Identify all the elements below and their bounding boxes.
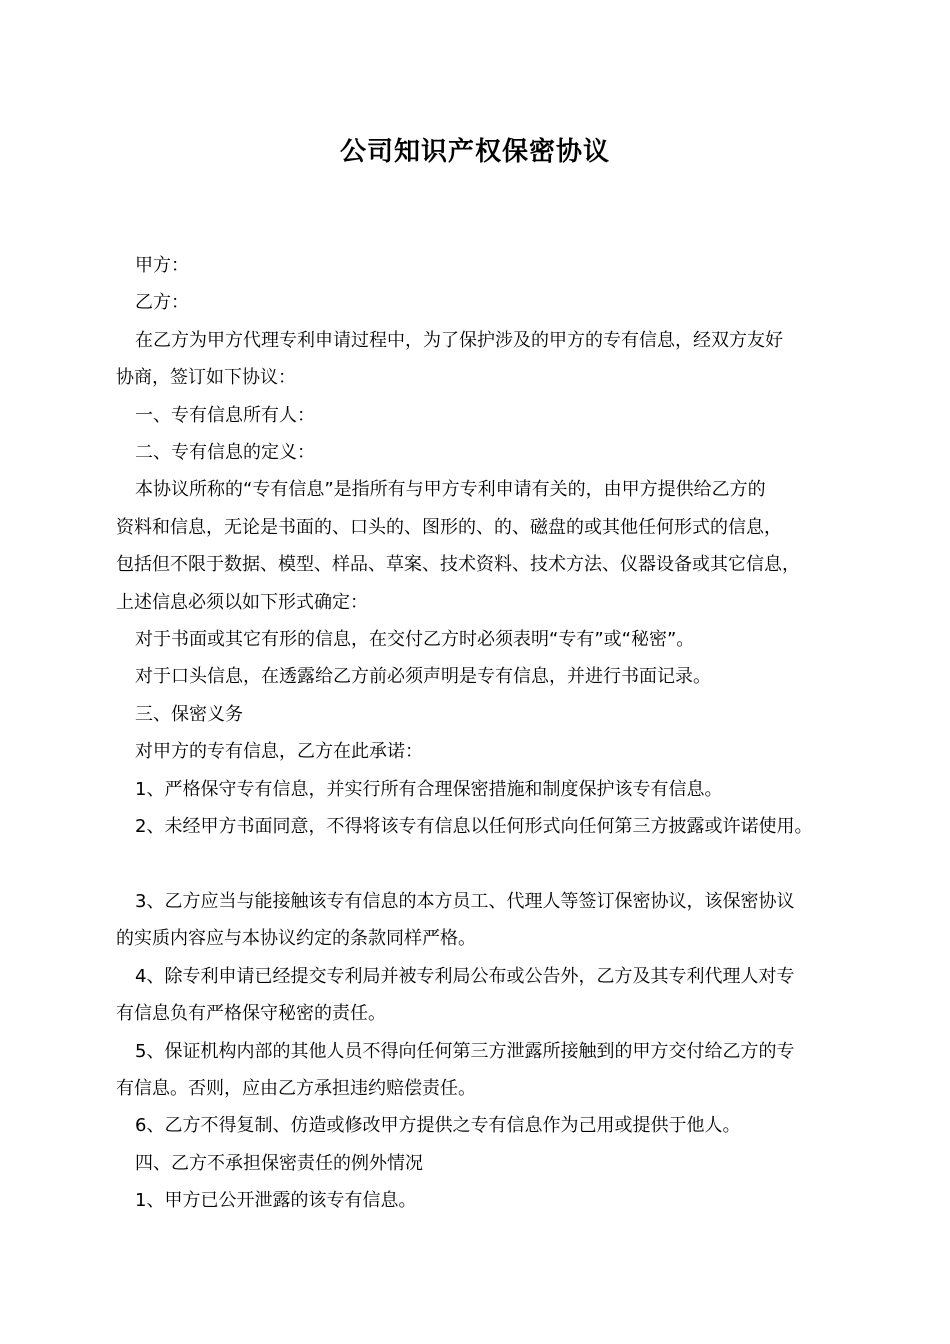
exception-item-1: 1、甲方已公开泄露的该专有信息。 [135, 1190, 417, 1212]
definition-paragraph-continued: 包括但不限于数据、模型、样品、草案、技术资料、技术方法、仪器设备或其它信息， [116, 554, 800, 576]
obligation-item-5: 5、保证机构内部的其他人员不得向任何第三方泄露所接触到的甲方交付给乙方的专 [135, 1040, 795, 1062]
section-heading-obligations: 三、保密义务 [135, 703, 243, 725]
document-title: 公司知识产权保密协议 [339, 137, 610, 167]
document-body [116, 247, 850, 1220]
obligation-item-2: 2、未经甲方书面同意，不得将该专有信息以任何形式向任何第三方披露或许诺使用。 [135, 816, 813, 838]
obligation-item-1: 1、严格保守专有信息，并实行所有合理保密措施和制度保护该专有信息。 [135, 778, 723, 800]
definition-paragraph: 本协议所称的“专有信息”是指所有与甲方专利申请有关的，由甲方提供给乙方的 [135, 479, 766, 501]
written-info-clause: 对于书面或其它有形的信息，在交付乙方时必须表明“专有”或“秘密”。 [135, 629, 695, 651]
section-heading-owner: 一、专有信息所有人： [135, 404, 315, 426]
preamble-paragraph-continued: 协商，签订如下协议： [116, 367, 296, 389]
obligation-item-5-continued: 有信息。否则，应由乙方承担违约赔偿责任。 [116, 1077, 476, 1099]
obligation-item-3: 3、乙方应当与能接触该专有信息的本方员工、代理人等签订保密协议，该保密协议 [135, 890, 795, 912]
obligation-item-4: 4、除专利申请已经提交专利局并被专利局公布或公告外，乙方及其专利代理人对专 [135, 965, 795, 987]
oral-info-clause: 对于口头信息，在透露给乙方前必须声明是专有信息，并进行书面记录。 [135, 666, 711, 688]
definition-paragraph-continued: 资料和信息，无论是书面的、口头的、图形的、的、磁盘的或其他任何形式的信息， [116, 516, 782, 538]
obligations-intro: 对甲方的专有信息，乙方在此承诺： [135, 741, 423, 763]
party-a-line: 甲方： [135, 255, 189, 276]
obligation-item-4-continued: 有信息负有严格保守秘密的责任。 [116, 1003, 386, 1025]
definition-paragraph-continued: 上述信息必须以如下形式确定： [116, 591, 368, 613]
obligation-item-6: 6、乙方不得复制、仿造或修改甲方提供之专有信息作为己用或提供于他人。 [135, 1115, 741, 1137]
obligation-item-3-continued: 的实质内容应与本协议约定的条款同样严格。 [116, 928, 476, 950]
preamble-paragraph: 在乙方为甲方代理专利申请过程中，为了保护涉及的甲方的专有信息，经双方友好 [135, 329, 783, 351]
section-heading-definition: 二、专有信息的定义： [135, 442, 315, 464]
section-heading-exceptions: 四、乙方不承担保密责任的例外情况 [135, 1152, 423, 1174]
party-b-line: 乙方： [135, 292, 189, 314]
